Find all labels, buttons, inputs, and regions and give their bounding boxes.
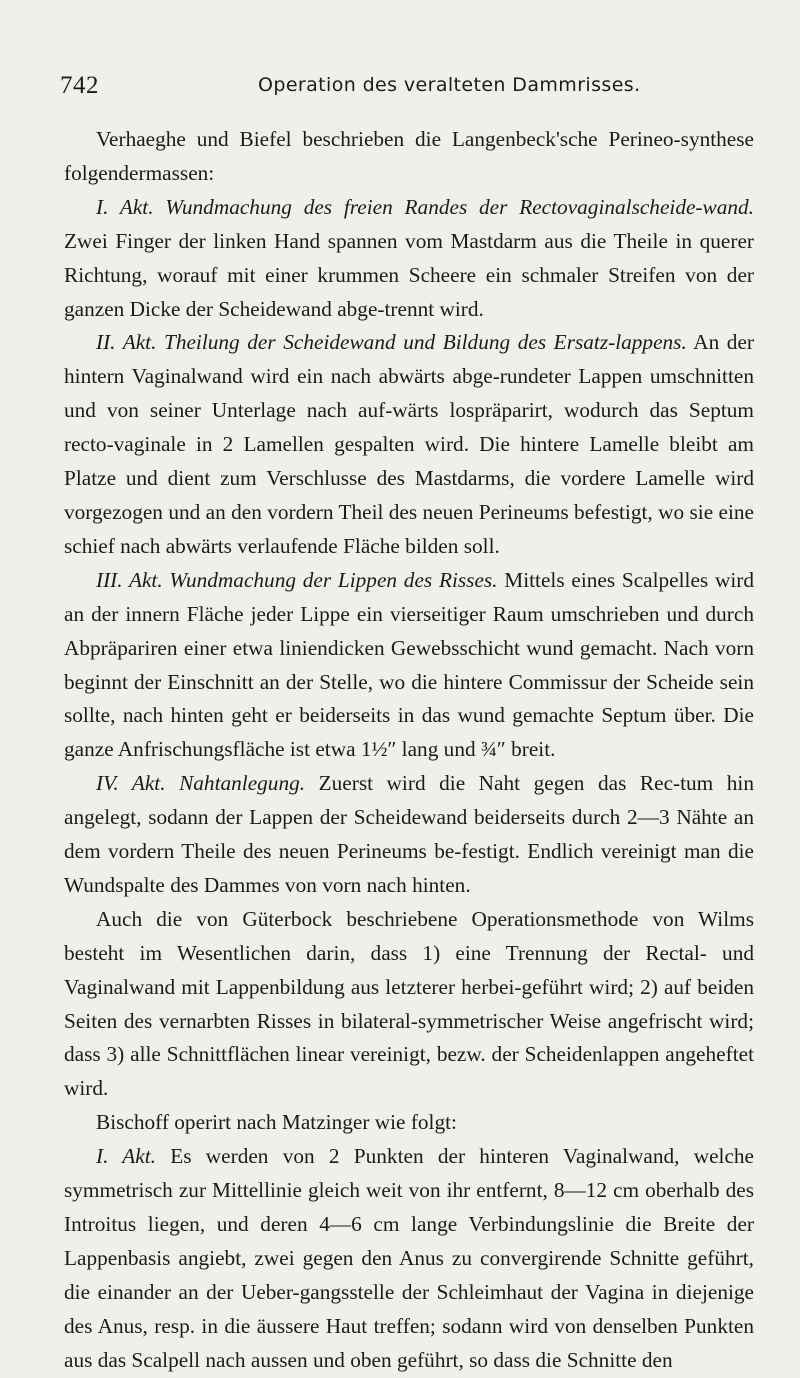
running-title: Operation des veralteten Dammrisses. <box>258 74 641 96</box>
paragraph-lead: IV. Akt. Nahtanlegung. <box>96 771 306 796</box>
paragraph-text: Mittels eines Scalpelles wird an der innern Fläche jeder Lippe ein vierseitiger Raum umschrieben und durch Abpräpariren einer etwa liniendicken Gewebsschicht wund gemacht. Nach vorn beginnt der Einschnitt an der Stelle, wo die hintere Commissur der Scheide sein sollte, nach hinten geht er beiderseits in das wund gemachte Septum über. Die ganze Anfrischungsfläche ist etwa 1½″ lang und ¾″ breit. <box>64 567 755 762</box>
paragraph-text: Bischoff operirt nach Matzinger wie folgt: <box>96 1110 457 1135</box>
page-number: 742 <box>60 72 99 99</box>
paragraph-lead: I. Akt. Wundmachung des freien Randes der Rectovaginalscheide-wand. <box>96 194 754 219</box>
paragraph-text: Es werden von 2 Punkten der hinteren Vaginalwand, welche symmetrisch zur Mittellinie gleich weit von ihr entfernt, 8—12 cm oberhalb des Introitus liegen, und deren 4—6 cm lange Verbindungslinie die Breite der Lappenbasis angiebt, zwei gegen den Anus zu convergirende Schnitte geführt, die einander an der Ueber-gangsstelle der Schleimhaut der Vagina in diejenige des Anus, resp. in die äussere Haut treffen; sodann wird von denselben Punkten aus das Scalpell nach aussen und oben geführt, so dass die Schnitte den <box>64 1144 754 1372</box>
paragraph <box>64 903 754 1106</box>
paragraph <box>64 123 754 191</box>
paragraph <box>64 326 754 563</box>
paragraph-lead: II. Akt. Theilung der Scheidewand und Bildung des Ersatz-lappens. <box>96 330 687 355</box>
page-header <box>60 72 750 108</box>
paragraph <box>64 1106 754 1140</box>
paragraph-text: Zwei Finger der linken Hand spannen vom Mastdarm aus die Theile in querer Richtung, worauf mit einer krummen Scheere ein schmaler Streifen von der ganzen Dicke der Scheidewand abge-trennt wird. <box>64 228 754 321</box>
paragraph-text: Verhaeghe und Biefel beschrieben die Langenbeck'sche Perineo-synthese folgendermassen: <box>64 127 754 185</box>
body-text <box>64 123 754 1378</box>
paragraph <box>64 767 754 903</box>
paragraph-text: Zuerst wird die Naht gegen das Rec-tum hin angelegt, sodann der Lappen der Scheidewand beiderseits durch 2—3 Nähte an dem vordern Theile des neuen Perineums be-festigt. Endlich vereinigt man die Wundspalte des Dammes von vorn nach hinten. <box>64 771 754 897</box>
paragraph-lead: I. Akt. <box>96 1144 156 1169</box>
paragraph-text: Auch die von Güterbock beschriebene Operationsmethode von Wilms besteht im Wesentlichen darin, dass 1) eine Trennung der Rectal- und Vaginalwand mit Lappenbildung aus letzterer herbei-geführt wird; 2) auf beiden Seiten des vernarbten Risses in bilateral-symmetrischer Weise angefrischt wird; dass 3) alle Schnittflächen linear vereinigt, bezw. der Scheidenlappen angeheftet wird. <box>64 906 754 1101</box>
paragraph-lead: III. Akt. Wundmachung der Lippen des Risses. <box>96 567 498 592</box>
paragraph <box>64 564 754 767</box>
paragraph <box>64 1140 754 1377</box>
paragraph <box>64 191 754 327</box>
paragraph-text: An der hintern Vaginalwand wird ein nach abwärts abge-rundeter Lappen umschnitten und von seiner Unterlage nach auf-wärts lospräparirt, wodurch das Septum recto-vaginale in 2 Lamellen gespalten wird. Die hintere Lamelle bleibt am Platze und dient zum Verschlusse des Mastdarms, die vordere Lamelle wird vorgezogen und an den vordern Theil des neuen Perineums befestigt, wo sie eine schief nach abwärts verlaufende Fläche bilden soll. <box>64 330 754 558</box>
